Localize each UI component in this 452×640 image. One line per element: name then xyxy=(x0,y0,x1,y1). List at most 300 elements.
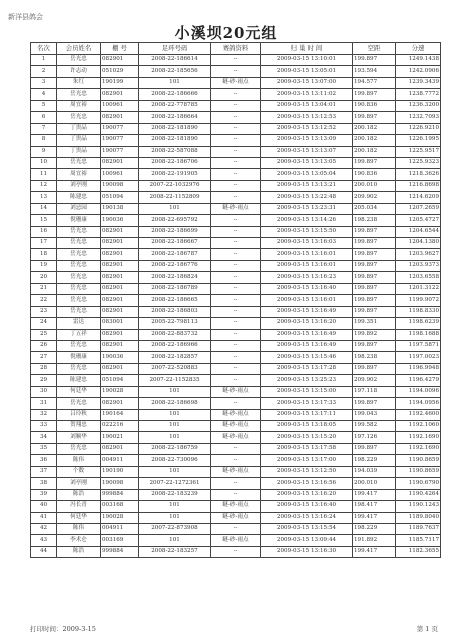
table-row xyxy=(31,306,441,317)
cell-distance: 199.417 xyxy=(353,489,396,500)
table-row xyxy=(31,203,441,214)
cell-pigeon-info: -- xyxy=(211,455,261,466)
cell-arrival-time: 2009-03-15 13:13:21 xyxy=(261,180,353,191)
table-row xyxy=(31,146,441,157)
table-row xyxy=(31,489,441,500)
cell-rank: 41 xyxy=(31,512,57,523)
cell-member-name: 丁贵品 xyxy=(57,123,101,134)
cell-loft-number: 082901 xyxy=(101,443,139,454)
cell-member-name: 丁贵品 xyxy=(57,135,101,146)
cell-arrival-time: 2009-03-15 13:16:01 xyxy=(261,295,353,306)
cell-rank: 6 xyxy=(31,112,57,123)
cell-loft-number: 051094 xyxy=(101,192,139,203)
cell-ring-number: 2008-22-186699 xyxy=(139,226,211,237)
table-row xyxy=(31,123,441,134)
cell-member-name: 岳光忠 xyxy=(57,112,101,123)
cell-member-name: 陈浩 xyxy=(57,489,101,500)
cell-loft-number: 082901 xyxy=(101,226,139,237)
cell-loft-number: 082901 xyxy=(101,89,139,100)
cell-speed: 1189.7637 xyxy=(396,523,441,534)
cell-pigeon-info: -- xyxy=(211,135,261,146)
cell-loft-number: 083001 xyxy=(101,318,139,329)
cell-pigeon-info: -- xyxy=(211,180,261,191)
cell-rank: 32 xyxy=(31,409,57,420)
cell-rank: 10 xyxy=(31,157,57,168)
cell-arrival-time: 2009-03-15 13:16:49 xyxy=(261,340,353,351)
cell-distance: 190.836 xyxy=(353,100,396,111)
cell-distance: 199.351 xyxy=(353,318,396,329)
cell-member-name: 岳光忠 xyxy=(57,340,101,351)
cell-distance: 191.892 xyxy=(353,535,396,546)
cell-distance: 199.897 xyxy=(353,340,396,351)
column-header-member-name: 会员姓名 xyxy=(57,43,101,55)
table-row xyxy=(31,112,441,123)
cell-arrival-time: 2009-03-15 13:16:49 xyxy=(261,306,353,317)
cell-speed: 1192.1690 xyxy=(396,432,441,443)
cell-distance: 198.229 xyxy=(353,455,396,466)
cell-distance: 197.126 xyxy=(353,432,396,443)
cell-distance: 200.182 xyxy=(353,135,396,146)
table-row xyxy=(31,398,441,409)
cell-loft-number: 190077 xyxy=(101,135,139,146)
cell-member-name: 陈浩 xyxy=(57,546,101,557)
cell-pigeon-info: -- xyxy=(211,398,261,409)
cell-loft-number: 082901 xyxy=(101,329,139,340)
cell-speed: 1192.4600 xyxy=(396,409,441,420)
cell-arrival-time: 2009-03-15 13:16:24 xyxy=(261,512,353,523)
cell-rank: 30 xyxy=(31,386,57,397)
cell-arrival-time: 2009-03-15 13:16:01 xyxy=(261,249,353,260)
cell-ring-number: 2008-22-883732 xyxy=(139,329,211,340)
cell-ring-number: 101 xyxy=(139,432,211,443)
cell-ring-number: 2008-22-183257 xyxy=(139,546,211,557)
cell-loft-number: 100961 xyxy=(101,100,139,111)
table-row xyxy=(31,455,441,466)
cell-rank: 34 xyxy=(31,432,57,443)
cell-distance: 198.417 xyxy=(353,501,396,512)
cell-speed: 1249.1438 xyxy=(396,55,441,66)
cell-speed: 1216.8698 xyxy=(396,180,441,191)
organization-name: 新洋县鸽会 xyxy=(8,13,43,21)
cell-speed: 1226.9210 xyxy=(396,123,441,134)
cell-loft-number: 004911 xyxy=(101,523,139,534)
cell-member-name: 周宜裕 xyxy=(57,169,101,180)
cell-arrival-time: 2009-03-15 13:16:20 xyxy=(261,489,353,500)
cell-pigeon-info: 瞇-砂-雨点 xyxy=(211,512,261,523)
cell-distance: 193.594 xyxy=(353,66,396,77)
cell-distance: 199.897 xyxy=(353,443,396,454)
cell-rank: 7 xyxy=(31,123,57,134)
cell-rank: 25 xyxy=(31,329,57,340)
cell-loft-number: 082901 xyxy=(101,283,139,294)
table-row xyxy=(31,409,441,420)
cell-member-name: 岳光忠 xyxy=(57,272,101,283)
cell-member-name: 岳光忠 xyxy=(57,89,101,100)
column-header-arrival-time: 归 巢 时 间 xyxy=(261,43,353,55)
cell-pigeon-info: 瞇-砂-雨点 xyxy=(211,203,261,214)
cell-arrival-time: 2009-03-15 13:17:58 xyxy=(261,443,353,454)
cell-pigeon-info: -- xyxy=(211,55,261,66)
cell-distance: 199.897 xyxy=(353,283,396,294)
table-row xyxy=(31,375,441,386)
cell-ring-number: 2008-22-695792 xyxy=(139,215,211,226)
cell-rank: 27 xyxy=(31,352,57,363)
cell-pigeon-info: -- xyxy=(211,489,261,500)
print-time: 打印时间：2009-3-15 xyxy=(30,625,96,633)
table-row xyxy=(31,466,441,477)
cell-arrival-time: 2009-03-15 13:12:52 xyxy=(261,123,353,134)
cell-distance: 199.417 xyxy=(353,546,396,557)
cell-rank: 5 xyxy=(31,100,57,111)
cell-arrival-time: 2009-03-15 13:16:40 xyxy=(261,283,353,294)
cell-pigeon-info: -- xyxy=(211,238,261,249)
cell-arrival-time: 2009-03-15 13:15:50 xyxy=(261,226,353,237)
cell-rank: 40 xyxy=(31,501,57,512)
cell-member-name: 岳光忠 xyxy=(57,260,101,271)
table-body xyxy=(31,55,441,558)
cell-member-name: 陈伟 xyxy=(57,455,101,466)
table-row xyxy=(31,249,441,260)
cell-member-name: 贺翔忠 xyxy=(57,421,101,432)
cell-arrival-time: 2009-03-15 13:16:40 xyxy=(261,501,353,512)
cell-pigeon-info: 瞇-砂-雨点 xyxy=(211,421,261,432)
cell-speed: 1194.0956 xyxy=(396,398,441,409)
cell-loft-number: 190028 xyxy=(101,386,139,397)
cell-loft-number: 082901 xyxy=(101,157,139,168)
cell-pigeon-info: -- xyxy=(211,192,261,203)
cell-speed: 1199.9072 xyxy=(396,295,441,306)
table-row xyxy=(31,260,441,271)
table-row xyxy=(31,329,441,340)
cell-speed: 1207.2659 xyxy=(396,203,441,214)
cell-pigeon-info: -- xyxy=(211,363,261,374)
cell-rank: 12 xyxy=(31,180,57,191)
cell-rank: 9 xyxy=(31,146,57,157)
cell-loft-number: 190138 xyxy=(101,203,139,214)
cell-rank: 37 xyxy=(31,466,57,477)
cell-pigeon-info: -- xyxy=(211,306,261,317)
cell-rank: 36 xyxy=(31,455,57,466)
cell-ring-number: 101 xyxy=(139,535,211,546)
table-row xyxy=(31,318,441,329)
cell-pigeon-info: -- xyxy=(211,226,261,237)
cell-pigeon-info: -- xyxy=(211,340,261,351)
cell-ring-number: 2008-22-186664 xyxy=(139,112,211,123)
cell-pigeon-info: -- xyxy=(211,546,261,557)
cell-member-name: 倪珊康 xyxy=(57,215,101,226)
cell-member-name: 陈伟 xyxy=(57,523,101,534)
cell-speed: 1198.6239 xyxy=(396,318,441,329)
cell-loft-number: 082901 xyxy=(101,249,139,260)
cell-ring-number: 2008-22-1152809 xyxy=(139,192,211,203)
page-number: 第 1 页 xyxy=(416,625,438,633)
cell-rank: 20 xyxy=(31,272,57,283)
cell-arrival-time: 2009-03-15 13:13:05 xyxy=(261,157,353,168)
cell-member-name: 朱红 xyxy=(57,77,101,88)
cell-speed: 1196.9948 xyxy=(396,363,441,374)
cell-arrival-time: 2009-03-15 13:13:07 xyxy=(261,146,353,157)
cell-arrival-time: 2009-03-15 13:16:23 xyxy=(261,272,353,283)
cell-distance: 199.897 xyxy=(353,306,396,317)
table-row xyxy=(31,89,441,100)
cell-pigeon-info: -- xyxy=(211,112,261,123)
cell-ring-number: 101 xyxy=(139,77,211,88)
cell-ring-number: 101 xyxy=(139,386,211,397)
cell-distance: 199.897 xyxy=(353,112,396,123)
cell-speed: 1204.1380 xyxy=(396,238,441,249)
cell-speed: 1190.1243 xyxy=(396,501,441,512)
cell-pigeon-info: 瞇-砂-雨点 xyxy=(211,432,261,443)
cell-pigeon-info: -- xyxy=(211,260,261,271)
cell-rank: 22 xyxy=(31,295,57,306)
cell-distance: 190.836 xyxy=(353,169,396,180)
cell-speed: 1182.3655 xyxy=(396,546,441,557)
table-row xyxy=(31,180,441,191)
cell-speed: 1225.9517 xyxy=(396,146,441,157)
cell-loft-number: 190199 xyxy=(101,77,139,88)
cell-member-name: 吕玲秋 xyxy=(57,409,101,420)
cell-member-name: 雷达 xyxy=(57,318,101,329)
column-header-loft-number: 棚 号 xyxy=(101,43,139,55)
cell-arrival-time: 2009-03-15 13:05:01 xyxy=(261,66,353,77)
cell-distance: 197.118 xyxy=(353,386,396,397)
cell-speed: 1218.3626 xyxy=(396,169,441,180)
cell-arrival-time: 2009-03-15 13:15:00 xyxy=(261,386,353,397)
cell-pigeon-info: -- xyxy=(211,215,261,226)
cell-member-name: 冯长青 xyxy=(57,501,101,512)
cell-pigeon-info: -- xyxy=(211,169,261,180)
cell-rank: 23 xyxy=(31,306,57,317)
cell-arrival-time: 2009-03-15 13:12:53 xyxy=(261,112,353,123)
cell-ring-number: 101 xyxy=(139,466,211,477)
cell-arrival-time: 2009-03-15 13:17:11 xyxy=(261,409,353,420)
cell-rank: 2 xyxy=(31,66,57,77)
cell-ring-number: 101 xyxy=(139,409,211,420)
cell-ring-number: 2007-22-1032976 xyxy=(139,180,211,191)
cell-rank: 39 xyxy=(31,489,57,500)
cell-pigeon-info: -- xyxy=(211,478,261,489)
cell-loft-number: 999884 xyxy=(101,546,139,557)
cell-arrival-time: 2009-03-15 13:16:49 xyxy=(261,329,353,340)
cell-loft-number: 004911 xyxy=(101,455,139,466)
cell-arrival-time: 2009-03-15 13:09:44 xyxy=(261,535,353,546)
cell-distance: 199.897 xyxy=(353,55,396,66)
cell-pigeon-info: -- xyxy=(211,375,261,386)
cell-arrival-time: 2009-03-15 13:16:01 xyxy=(261,260,353,271)
cell-ring-number: 2008-22-191905 xyxy=(139,169,211,180)
cell-ring-number: 2008-22-186776 xyxy=(139,260,211,271)
cell-rank: 17 xyxy=(31,238,57,249)
cell-speed: 1232.7093 xyxy=(396,112,441,123)
cell-rank: 24 xyxy=(31,318,57,329)
cell-speed: 1194.0096 xyxy=(396,386,441,397)
cell-member-name: 刘忌园 xyxy=(57,203,101,214)
cell-loft-number: 082901 xyxy=(101,112,139,123)
cell-distance: 199.897 xyxy=(353,272,396,283)
cell-loft-number: 082901 xyxy=(101,306,139,317)
cell-arrival-time: 2009-03-15 13:17:33 xyxy=(261,398,353,409)
cell-speed: 1214.6209 xyxy=(396,192,441,203)
cell-ring-number: 101 xyxy=(139,501,211,512)
cell-arrival-time: 2009-03-15 13:11:02 xyxy=(261,89,353,100)
cell-arrival-time: 2009-03-15 13:13:09 xyxy=(261,135,353,146)
cell-member-name: 陈建忠 xyxy=(57,192,101,203)
cell-distance: 194.039 xyxy=(353,466,396,477)
table-row xyxy=(31,66,441,77)
cell-pigeon-info: -- xyxy=(211,523,261,534)
cell-loft-number: 082901 xyxy=(101,295,139,306)
table-row xyxy=(31,512,441,523)
cell-speed: 1197.5871 xyxy=(396,340,441,351)
cell-pigeon-info: 瞇-砂-雨点 xyxy=(211,77,261,88)
cell-speed: 1204.6544 xyxy=(396,226,441,237)
cell-ring-number: 2007-22-1152835 xyxy=(139,375,211,386)
table-row xyxy=(31,501,441,512)
table-row xyxy=(31,157,441,168)
cell-speed: 1190.6790 xyxy=(396,478,441,489)
cell-rank: 8 xyxy=(31,135,57,146)
cell-distance: 209.902 xyxy=(353,192,396,203)
cell-distance: 199.897 xyxy=(353,238,396,249)
cell-pigeon-info: -- xyxy=(211,318,261,329)
cell-ring-number: 2008-22-186666 xyxy=(139,89,211,100)
cell-arrival-time: 2009-03-15 13:22:48 xyxy=(261,192,353,203)
cell-member-name: 何廷华 xyxy=(57,512,101,523)
cell-member-name: 岳光忠 xyxy=(57,443,101,454)
cell-rank: 38 xyxy=(31,478,57,489)
cell-distance: 199.897 xyxy=(353,157,396,168)
cell-member-name: 周宜裕 xyxy=(57,100,101,111)
cell-ring-number: 2008-22-186667 xyxy=(139,238,211,249)
cell-pigeon-info: -- xyxy=(211,146,261,157)
cell-member-name: 丁贵品 xyxy=(57,146,101,157)
cell-speed: 1226.1995 xyxy=(396,135,441,146)
cell-distance: 199.897 xyxy=(353,249,396,260)
cell-loft-number: 190164 xyxy=(101,409,139,420)
cell-arrival-time: 2009-03-15 13:17:00 xyxy=(261,455,353,466)
table-row xyxy=(31,386,441,397)
cell-speed: 1198.1688 xyxy=(396,329,441,340)
cell-member-name: 陈建忠 xyxy=(57,375,101,386)
cell-member-name: 刘亭刚 xyxy=(57,478,101,489)
cell-arrival-time: 2009-03-15 13:16:56 xyxy=(261,478,353,489)
cell-ring-number: 2008-22-186789 xyxy=(139,283,211,294)
cell-rank: 14 xyxy=(31,203,57,214)
cell-rank: 15 xyxy=(31,215,57,226)
cell-pigeon-info: -- xyxy=(211,123,261,134)
table-row xyxy=(31,226,441,237)
cell-ring-number: 2008-22-186665 xyxy=(139,295,211,306)
table-row xyxy=(31,215,441,226)
cell-rank: 3 xyxy=(31,77,57,88)
cell-member-name: 岳光忠 xyxy=(57,363,101,374)
column-header-speed: 分速 xyxy=(396,43,441,55)
cell-speed: 1197.0023 xyxy=(396,352,441,363)
cell-member-name: 刘顺华 xyxy=(57,432,101,443)
cell-distance: 200.182 xyxy=(353,123,396,134)
cell-ring-number: 2005-22-798113 xyxy=(139,318,211,329)
cell-loft-number: 082901 xyxy=(101,260,139,271)
cell-pigeon-info: -- xyxy=(211,100,261,111)
cell-member-name: 岳光忠 xyxy=(57,226,101,237)
cell-distance: 199.897 xyxy=(353,398,396,409)
cell-loft-number: 003169 xyxy=(101,535,139,546)
cell-pigeon-info: 瞇-砂-雨点 xyxy=(211,501,261,512)
column-header-pigeon-info: 赛鸽资料 xyxy=(211,43,261,55)
cell-speed: 1190.8659 xyxy=(396,466,441,477)
cell-arrival-time: 2009-03-15 13:07:00 xyxy=(261,77,353,88)
cell-pigeon-info: 瞇-砂-雨点 xyxy=(211,535,261,546)
cell-rank: 31 xyxy=(31,398,57,409)
cell-distance: 199.417 xyxy=(353,512,396,523)
cell-arrival-time: 2009-03-15 13:14:26 xyxy=(261,215,353,226)
cell-arrival-time: 2009-03-15 13:15:20 xyxy=(261,432,353,443)
cell-pigeon-info: -- xyxy=(211,89,261,100)
cell-rank: 1 xyxy=(31,55,57,66)
cell-member-name: 倪珊康 xyxy=(57,352,101,363)
cell-ring-number: 101 xyxy=(139,203,211,214)
cell-rank: 4 xyxy=(31,89,57,100)
table-row xyxy=(31,478,441,489)
table-row xyxy=(31,546,441,557)
cell-speed: 1201.3122 xyxy=(396,283,441,294)
table-row xyxy=(31,283,441,294)
cell-rank: 11 xyxy=(31,169,57,180)
cell-ring-number: 2008-22-182857 xyxy=(139,352,211,363)
table-row xyxy=(31,77,441,88)
cell-distance: 200.010 xyxy=(353,478,396,489)
cell-ring-number: 2008-22-185656 xyxy=(139,66,211,77)
cell-speed: 1192.1690 xyxy=(396,443,441,454)
cell-member-name: 刘亭刚 xyxy=(57,180,101,191)
cell-arrival-time: 2009-03-15 13:25:23 xyxy=(261,375,353,386)
table-row xyxy=(31,238,441,249)
cell-speed: 1196.4279 xyxy=(396,375,441,386)
cell-ring-number: 2008-22-778785 xyxy=(139,100,211,111)
cell-ring-number: 2008-22-730096 xyxy=(139,455,211,466)
cell-pigeon-info: -- xyxy=(211,66,261,77)
cell-ring-number: 2008-22-186787 xyxy=(139,249,211,260)
column-header-rank: 名次 xyxy=(31,43,57,55)
cell-member-name: 丁五祥 xyxy=(57,329,101,340)
cell-member-name: 岳光忠 xyxy=(57,398,101,409)
cell-arrival-time: 2009-03-15 13:15:54 xyxy=(261,523,353,534)
cell-member-name: 李术仑 xyxy=(57,535,101,546)
cell-pigeon-info: -- xyxy=(211,329,261,340)
cell-ring-number: 2008-22-186803 xyxy=(139,306,211,317)
cell-loft-number: 190098 xyxy=(101,478,139,489)
cell-distance: 199.892 xyxy=(353,329,396,340)
cell-speed: 1203.9373 xyxy=(396,260,441,271)
cell-loft-number: 190190 xyxy=(101,466,139,477)
cell-arrival-time: 2009-03-15 13:17:28 xyxy=(261,363,353,374)
cell-distance: 198.229 xyxy=(353,523,396,534)
cell-pigeon-info: -- xyxy=(211,352,261,363)
cell-speed: 1192.1060 xyxy=(396,421,441,432)
table-row xyxy=(31,192,441,203)
table-row xyxy=(31,443,441,454)
cell-distance: 200.182 xyxy=(353,146,396,157)
cell-member-name: 岳光忠 xyxy=(57,238,101,249)
table-row xyxy=(31,340,441,351)
cell-member-name: 岳光忠 xyxy=(57,306,101,317)
cell-distance: 199.897 xyxy=(353,295,396,306)
cell-rank: 43 xyxy=(31,535,57,546)
cell-speed: 1238.7772 xyxy=(396,89,441,100)
cell-ring-number: 2008-22-186698 xyxy=(139,398,211,409)
cell-distance: 198.238 xyxy=(353,215,396,226)
cell-ring-number: 2008-22-186614 xyxy=(139,55,211,66)
